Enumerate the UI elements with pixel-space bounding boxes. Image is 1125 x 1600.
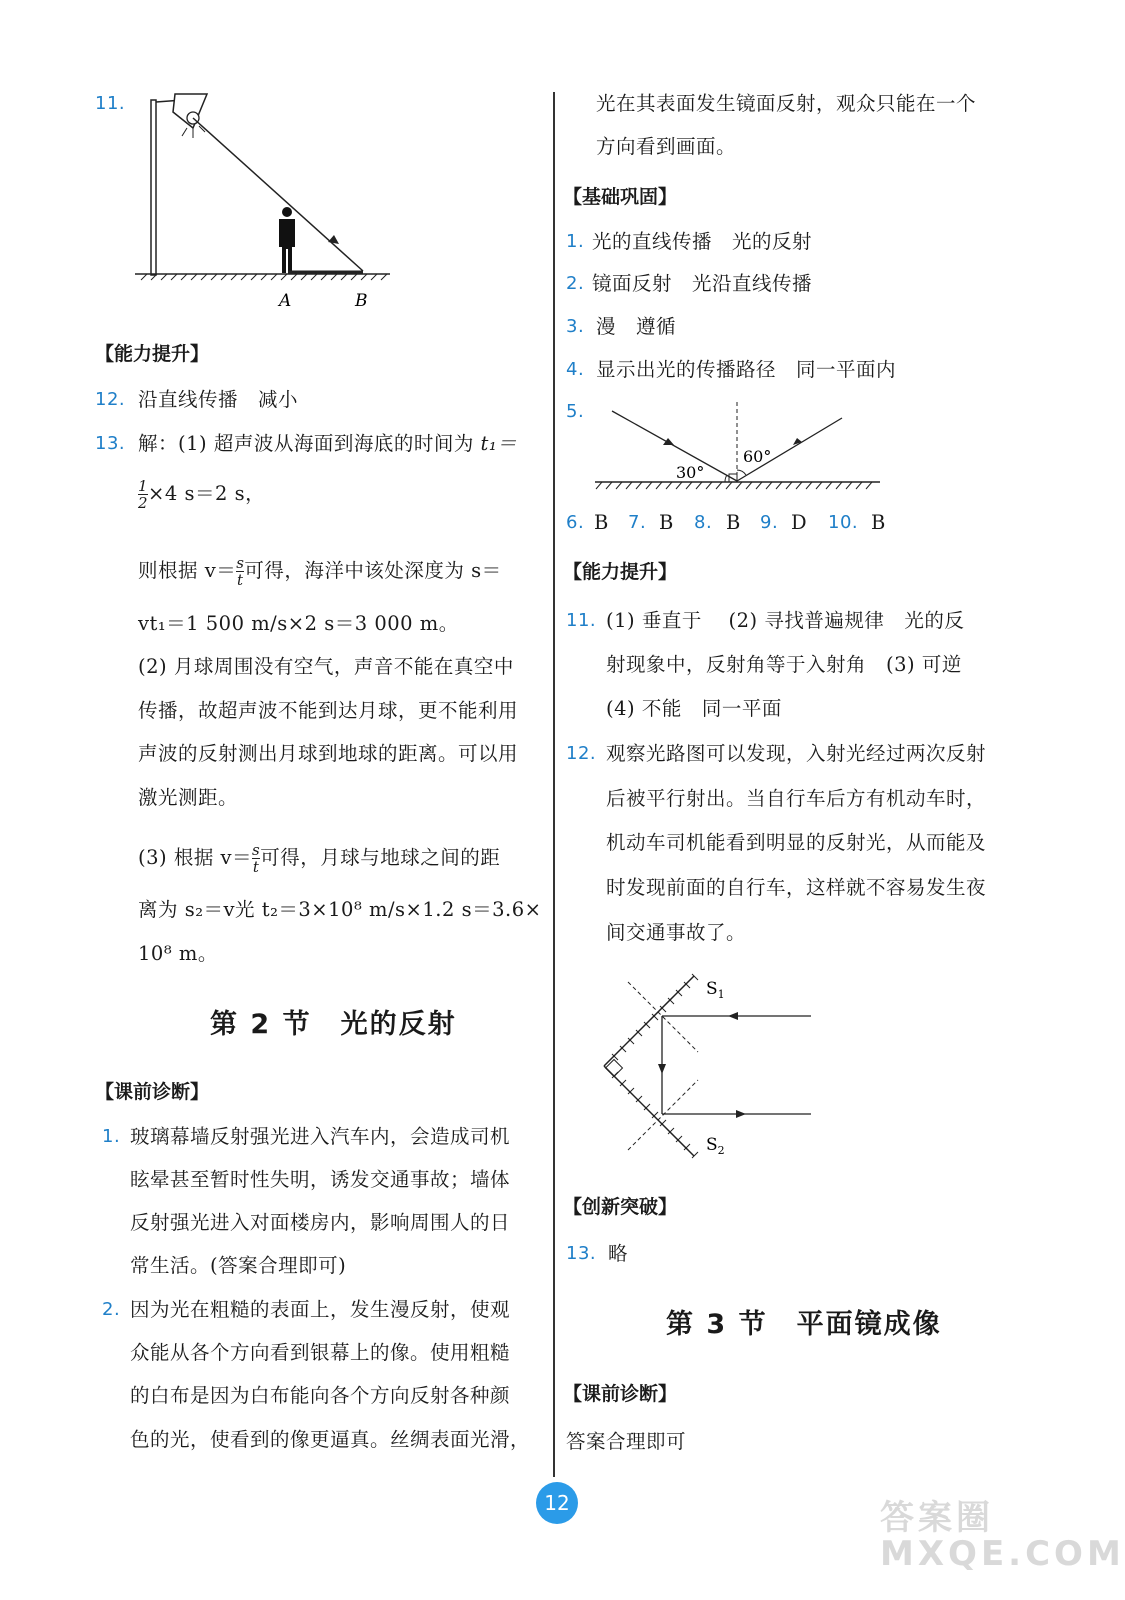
mirror-s2 (604, 1066, 694, 1156)
p2-line3: 的白布是因为白布能向各个方向反射各种颜 (130, 1384, 511, 1407)
incoming-arrow (728, 1012, 738, 1020)
normal-2 (628, 1080, 698, 1150)
angle-30-label: 30° (676, 463, 705, 482)
s1-letter: S (706, 979, 718, 999)
mc-7-answer: B (659, 511, 674, 534)
p1-line1: 玻璃幕墙反射强光进入汽车内，会造成司机 (130, 1125, 511, 1148)
normal-1 (628, 982, 698, 1052)
c13-answer: 略 (608, 1242, 629, 1265)
mc-10-answer: B (871, 511, 886, 534)
mc-6-number: 6. (566, 512, 585, 533)
person-head (282, 207, 292, 217)
a11-line2: 射现象中，反射角等于入射角 (3) 可逆 (606, 653, 962, 676)
q13-line9-a: (3) 根据 v＝ (138, 846, 253, 869)
q13-line4: vt₁＝1 500 m/s×2 s＝3 000 m。 (138, 612, 459, 635)
a11-number: 11. (566, 610, 597, 631)
q13-line9 (138, 842, 500, 875)
q13-line8: 激光测距。 (138, 786, 239, 809)
between-arrow (658, 1064, 666, 1074)
s2-letter: S (706, 1135, 718, 1155)
q13-line6: 传播，故超声波不能到达月球，更不能利用 (138, 699, 519, 722)
a11-line3: (4) 不能 同一平面 (606, 697, 782, 720)
s1-label (706, 979, 725, 1001)
q13-line3 (138, 555, 502, 588)
frac-num: s (252, 841, 261, 859)
mc-9-number: 9. (760, 512, 779, 533)
pre-answer: 答案合理即可 (566, 1430, 687, 1453)
b4-answer: 显示出光的传播路径 同一平面内 (596, 358, 897, 381)
angle-arc-60 (737, 470, 746, 475)
section-title-2: 第 2 节 光的反射 (210, 1009, 457, 1040)
cont-line1: 光在其表面发生镜面反射，观众只能在一个 (596, 92, 977, 115)
section-pre-right: 【课前诊断】 (563, 1383, 678, 1405)
section-ability-left: 【能力提升】 (95, 343, 210, 365)
frac-den: t (237, 571, 244, 589)
q12-number: 12. (95, 389, 126, 410)
mc-8-number: 8. (694, 512, 713, 533)
ray-arrow (328, 235, 339, 244)
b4-number: 4. (566, 359, 585, 380)
label-a: A (279, 291, 292, 311)
person-body (279, 219, 295, 273)
b1-number: 1. (566, 231, 585, 252)
a12-line5: 间交通事故了。 (606, 921, 747, 944)
q13-line10: 离为 s₂＝v光 t₂＝3×10⁸ m/s×1.2 s＝3.6× (138, 898, 542, 921)
q13-line1 (138, 432, 517, 456)
b3-number: 3. (566, 316, 585, 337)
watermark (880, 1500, 1125, 1572)
frac-num: 1 (138, 477, 149, 495)
a12-line1: 观察光路图可以发现，入射光经过两次反射 (606, 742, 987, 765)
mc-9-answer: D (791, 511, 808, 534)
column-divider (553, 92, 555, 1477)
q13-line7: 声波的反射测出月球到地球的距离。可以用 (138, 742, 519, 765)
frac-den: 2 (138, 494, 149, 512)
incident-ray (612, 411, 737, 481)
s2-subscript: 2 (717, 1144, 725, 1157)
b1-answer: 光的直线传播 光的反射 (592, 230, 813, 253)
a12-corner-reflector-figure (596, 970, 821, 1165)
p2-line4: 色的光，使看到的像更逼真。丝绸表面光滑， (130, 1428, 531, 1451)
a12-number: 12. (566, 743, 597, 764)
mirror-s1 (604, 976, 694, 1066)
angle-arc-30 (725, 475, 727, 482)
c13-number: 13. (566, 1243, 597, 1264)
section-title-3: 第 3 节 平面镜成像 (666, 1309, 942, 1340)
p1-line2: 眩晕甚至暂时性失明，诱发交通事故；墙体 (130, 1168, 511, 1191)
p2-number: 2. (102, 1299, 121, 1320)
q13-line11: 10⁸ m。 (138, 942, 218, 965)
q13-line9-b: 可得，月球与地球之间的距 (260, 846, 501, 869)
b2-answer: 镜面反射 光沿直线传播 (592, 272, 813, 295)
section-innov: 【创新突破】 (563, 1196, 678, 1218)
p2-line2: 众能从各个方向看到银幕上的像。使用粗糙 (130, 1341, 511, 1364)
q13-line3-b: 可得，海洋中该处深度为 s＝ (244, 559, 502, 582)
q13-line1-text: 解：(1) 超声波从海面到海底的时间为 (138, 432, 481, 455)
q13-line5: (2) 月球周围没有空气，声音不能在真空中 (138, 655, 514, 678)
p2-line1: 因为光在粗糙的表面上，发生漫反射，使观 (130, 1298, 511, 1321)
incident-arrow (663, 438, 674, 445)
section-pre-left: 【课前诊断】 (95, 1081, 210, 1103)
frac-num: s (236, 554, 245, 572)
a12-line3: 机动车司机能看到明显的反射光，从而能及 (606, 831, 987, 854)
b3-answer: 漫 遵循 (596, 315, 677, 338)
angle-60-label: 60° (743, 447, 772, 466)
mc-10-number: 10. (828, 512, 859, 533)
section-basic: 【基础巩固】 (563, 186, 678, 208)
b2-number: 2. (566, 273, 585, 294)
fraction-half (138, 478, 148, 511)
lamp-pole (151, 100, 156, 275)
q13-number: 13. (95, 433, 126, 454)
watermark-text: 答案圈 MXQE.COM (880, 1498, 1125, 1574)
page-number-badge: 12 (536, 1482, 578, 1524)
cont-line2: 方向看到画面。 (596, 135, 737, 158)
a12-line2: 后被平行射出。当自行车后方有机动车时， (606, 787, 987, 810)
outgoing-arrow (736, 1110, 746, 1118)
s1-subscript: 1 (717, 988, 725, 1001)
p1-line4: 常生活。(答案合理即可) (130, 1254, 347, 1277)
label-b: B (355, 291, 368, 311)
q11-number: 11. (95, 93, 126, 114)
a11-line1: (1) 垂直于 (2) 寻找普遍规律 光的反 (606, 609, 965, 632)
b5-reflection-figure (590, 396, 890, 496)
light-ray (193, 118, 363, 271)
q12-answer: 沿直线传播 减小 (138, 388, 299, 411)
q13-line2-text: ×4 s＝2 s， (148, 482, 266, 505)
mc-7-number: 7. (628, 512, 647, 533)
a12-line4: 时发现前面的自行车，这样就不容易发生夜 (606, 876, 987, 899)
frac-den: t (252, 858, 260, 876)
p1-line3: 反射强光进入对面楼房内，影响周围人的日 (130, 1211, 511, 1234)
mc-8-answer: B (726, 511, 741, 534)
q11-figure (135, 88, 395, 313)
section-ability-right: 【能力提升】 (563, 561, 678, 583)
q13-t1: t₁＝ (480, 432, 518, 455)
q13-line3-a: 则根据 v＝ (138, 559, 237, 582)
q13-line2 (138, 478, 265, 511)
b5-number: 5. (566, 401, 585, 422)
s2-label (706, 1135, 725, 1157)
p1-number: 1. (102, 1126, 121, 1147)
mc-6-answer: B (594, 511, 609, 534)
